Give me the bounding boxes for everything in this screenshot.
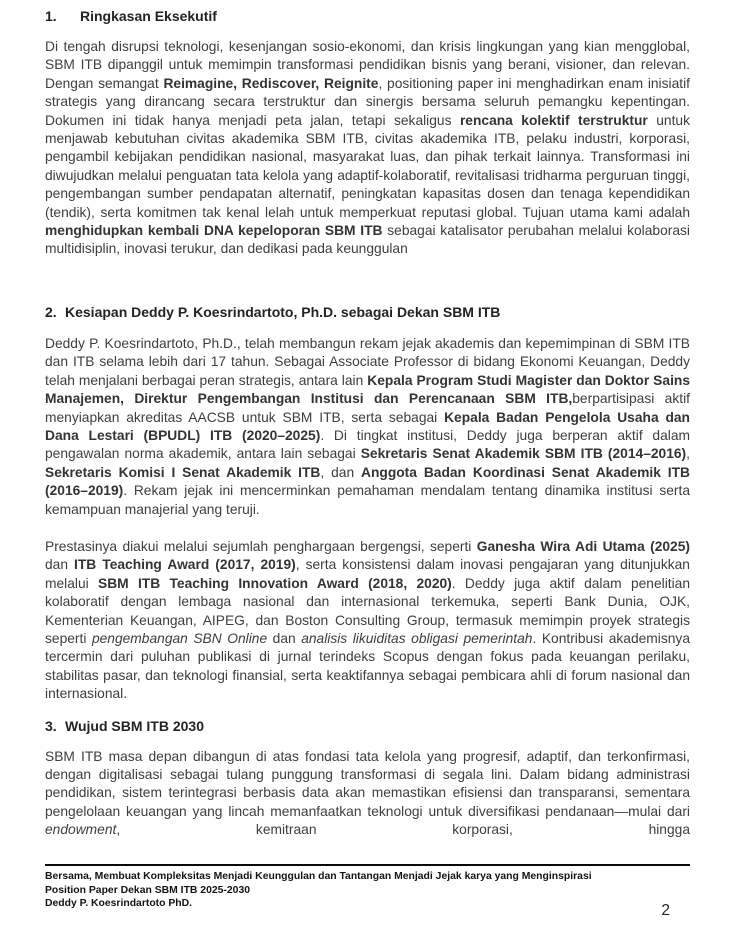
text-run: , positioning paper ini menghadirkan enam inisiatif strategis yang dirancang secara terstruktur dan sinergis bersama seluruh pemangku kepentingan. Dokumen ini tidak hanya menjadi peta jalan, tetapi sekaligus [45,75,690,128]
text-run: , serta konsistensi dalam inovasi pengajaran yang ditunjukkan melalui [45,557,690,591]
section-1-paragraphs [45,38,690,259]
text-run: dan [267,630,302,646]
section-1-heading [45,9,690,24]
bold-text-run: Sekretaris Komisi I Senat Akademik ITB [45,464,321,480]
section-wujud-sbm-itb-2030 [45,719,690,840]
section-ringkasan-eksekutif [45,9,690,259]
paragraph [45,335,690,519]
paragraph [45,38,690,259]
section-3-number: 3. [45,717,57,734]
text-run: Prestasinya diakui melalui sejumlah penghargaan bergengsi, seperti [45,538,477,554]
bold-text-run: Kepala Badan Pengelola Usaha dan Dana Lestari (BPUDL) ITB (2020–2025) [45,409,690,443]
text-run: berpartisipasi aktif menyiapkan akreditas AACSB untuk SBM ITB, serta sebagai [45,391,690,425]
bold-text-run: Reimagine, Rediscover, Reignite [163,75,379,91]
text-run: , [686,446,690,462]
section-3-heading [45,719,690,734]
bold-text-run: SBM ITB Teaching Innovation Award (2018, 2020) [98,575,452,591]
bold-text-run: Sekretaris Senat Akademik SBM ITB (2014–2016) [360,446,687,462]
text-run: sebagai katalisator perubahan melalui kolaborasi multidisiplin, inovasi terukur, dan dedikasi pada keunggulan [45,223,690,257]
text-run: . Deddy juga aktif dalam penelitian kolaboratif dengan lembaga nasional dan internasional terkemuka, seperti Bank Dunia, OJK, Kementerian Keuangan, AIPEG, dan Boston Consulting Group, termasuk memimpin proyek strategis seperti [45,575,691,646]
text-run: Di tengah disrupsi teknologi, kesenjangan sosio-ekonomi, dan krisis lingkungan yang kian mengglobal, SBM ITB dipanggil untuk memimpin transformasi pendidikan bisnis yang berani, visioner, dan relevan. Dengan semangat [45,39,690,91]
footer-author: Deddy P. Koesrindartoto PhD. [45,898,193,910]
page-number: 2 [661,902,670,919]
section-2-number: 2. [45,303,57,320]
bold-text-run: menghidupkan kembali DNA kepeloporan SBM ITB [45,223,383,239]
bold-text-run: Ganesha Wira Adi Utama (2025) [476,538,690,554]
text-run: . Di tingkat institusi, Deddy juga berperan aktif dalam pengawalan norma akademik, antara lain sebagai [45,427,691,462]
bold-text-run: Anggota Badan Koordinasi Senat Akademik ITB (2016–2019) [45,464,690,499]
page-footer [45,864,690,911]
bold-text-run: ITB Teaching Award (2017, 2019) [74,557,296,573]
italic-text-run: endowment [45,822,117,838]
text-run: untuk menjawab kebutuhan civitas akademika SBM ITB, civitas akademika ITB, pelaku industri, korporasi, pengambil kebijakan pendidikan nasional, masyarakat luas, dan pihak terkait lainnya. Transformasi ini diwujudkan melalui penguatan tata kelola yang adaptif-kolaboratif, revitalisasi tridharma perguruan tinggi, pengembangan sumber pendapatan alternatif, peningkatan kapasitas dosen dan tenaga kependidikan (tendik), serta komitmen tak kenal lelah untuk memperkuat reputasi global. Tujuan utama kami adalah [45,112,690,220]
text-run: Deddy P. Koesrindartoto, Ph.D., telah membangun rekam jejak akademis dan kepemimpinan di SBM ITB dan ITB selama lebih dari 17 tahun. Sebagai Associate Professor di bidang Ekonomi Keuangan, Deddy telah menjalani berbagai peran strategis, antara lain [45,335,690,388]
text-run: . Kontribusi akademisnya tercermin dari puluhan publikasi di jurnal terindeks Scopus dengan fokus pada keuangan perilaku, stabilitas pasar, dan teknologi finansial, serta keaktifannya sebagai pembicara ahli di forum nasional dan internasional. [45,630,690,702]
bold-text-run: Kepala Program Studi Magister dan Doktor Sains Manajemen, Direktur Pengembangan Institusi dan Perencanaan SBM ITB, [45,372,690,407]
bold-text-run: rencana kolektif terstruktur [459,112,648,128]
text-run: , dan [320,464,361,480]
paragraph [45,748,690,840]
text-run: . Rekam jejak ini mencerminkan pemahaman mendalam tentang dinamika institusi serta kemampuan manajerial yang teruji. [45,483,690,517]
section-3-paragraphs [45,748,690,840]
footer-running-title: Bersama, Membuat Kompleksitas Menjadi Keunggulan dan Tantangan Menjadi Jejak karya yang Menginspirasi [45,871,592,882]
footer-doc-title: Position Paper Dekan SBM ITB 2025-2030 [45,884,251,896]
italic-text-run: analisis likuiditas obligasi pemerintah [301,630,533,646]
section-2-heading [45,305,690,320]
section-1-title: Ringkasan Eksekutif [80,8,217,24]
text-run: SBM ITB masa depan dibangun di atas fondasi tata kelola yang progresif, adaptif, dan terkonfirmasi, dengan digitalisasi sebagai tulang punggung transformasi di segala lini. Dalam bidang administrasi pendidikan, sistem terintegrasi berbasis data akan memastikan efisiensi dan transparansi, sementara pengelolaan keuangan yang lincah memanfaatkan teknologi untuk diversifikasi pendanaan—mulai dari [45,748,690,819]
section-kesiapan-dekan [45,305,690,704]
footer-divider [45,864,690,866]
section-2-title: Kesiapan Deddy P. Koesrindartoto, Ph.D. sebagai Dekan SBM ITB [65,303,501,320]
section-2-paragraphs [45,335,690,704]
section-1-number: 1. [45,8,57,24]
text-run: , kemitraan korporasi, hingga [116,822,690,838]
text-run: dan [45,557,75,573]
paragraph [45,538,690,704]
italic-text-run: pengembangan SBN Online [91,630,268,646]
section-3-title: Wujud SBM ITB 2030 [65,717,204,734]
